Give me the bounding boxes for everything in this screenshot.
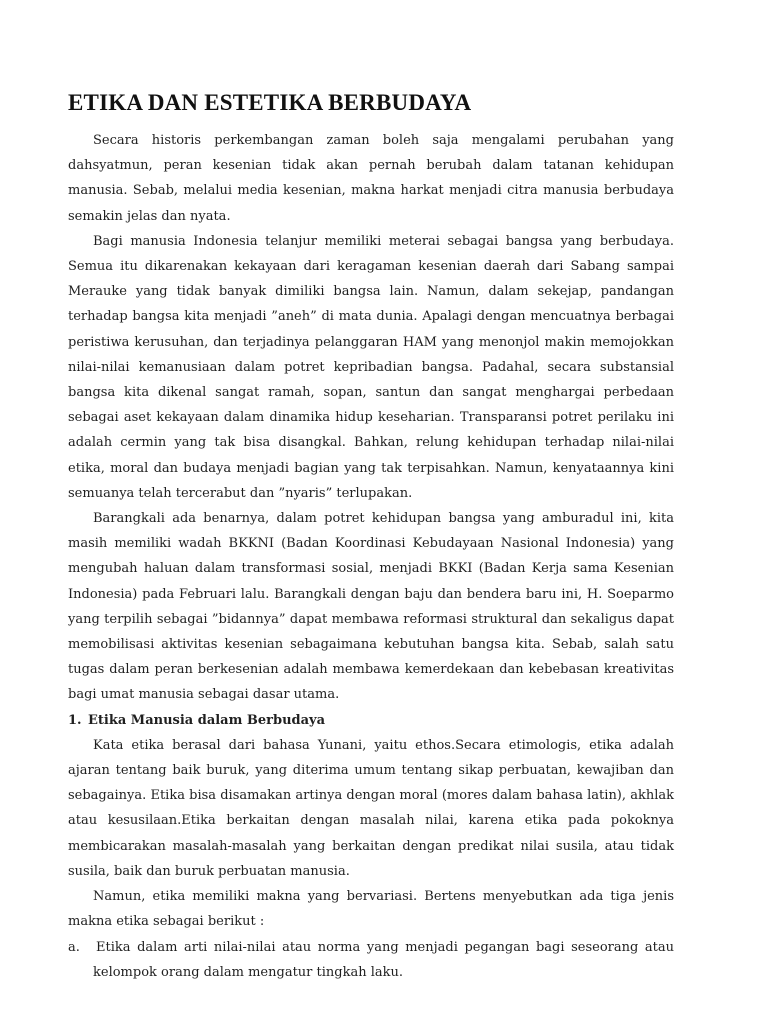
section-paragraph: Namun, etika memiliki makna yang bervariasi. Bertens menyebutkan ada tiga jenis makna etika sebagai berikut :: [68, 889, 674, 930]
list-marker: a.: [68, 939, 80, 955]
section-paragraph: Kata etika berasal dari bahasa Yunani, yaitu ethos.Secara etimologis, etika adalah ajaran tentang baik buruk, yang diterima umum tentang sikap perbuatan, kewajiban dan sebagainya. Etika bisa disamakan artinya dengan moral (mores dalam bahasa latin), akhlak atau kesusilaan.Etika berkaitan dengan masalah nilai, karena etika pada pokoknya membicarakan masalah-masalah yang berkaitan dengan predikat nilai susila, atau tidak susila, baik dan buruk perbuatan manusia.: [68, 737, 674, 879]
body-paragraph: Bagi manusia Indonesia telanjur memiliki meterai sebagai bangsa yang berbudaya. Semua itu dikarenakan kekayaan dari keragaman kesenian daerah dari Sabang sampai Merauke yang tidak banyak dimiliki bangsa lain. Namun, dalam sekejap, pandangan terhadap bangsa kita menjadi ”aneh” di mata dunia. Apalagi dengan mencuatnya berbagai peristiwa kerusuhan, dan terjadinya pelanggaran HAM yang menonjol makin memojokkan nilai-nilai kemanusiaan dalam potret kepribadian bangsa. Padahal, secara substansial bangsa kita dikenal sangat ramah, sopan, santun dan sangat menghargai perbedaan sebagai aset kekayaan dalam dinamika hidup keseharian. Transparansi potret perilaku ini adalah cermin yang tak bisa disangkal. Bahkan, relung kehidupan terhadap nilai-nilai etika, moral dan budaya menjadi bagian yang tak terpisahkan. Namun, kenyataannya kini semuanya telah tercerabut dan ”nyaris” terlupakan.: [68, 233, 674, 501]
list-item: [68, 935, 674, 985]
section-heading: [68, 708, 674, 733]
section-number: 1.: [68, 712, 82, 728]
body-paragraph: Secara historis perkembangan zaman boleh saja mengalami perubahan yang dahsyatmun, peran kesenian tidak akan pernah berubah dalam tatanan kehidupan manusia. Sebab, melalui media kesenian, makna harkat menjadi citra manusia berbudaya semakin jelas dan nyata.: [68, 133, 674, 224]
document-title: ETIKA DAN ESTETIKA BERBUDAYA: [68, 90, 472, 115]
section-title: Etika Manusia dalam Berbudaya: [88, 712, 326, 728]
body-paragraph: Barangkali ada benarnya, dalam potret kehidupan bangsa yang amburadul ini, kita masih memiliki wadah BKKNI (Badan Koordinasi Kebudayaan Nasional Indonesia) yang mengubah haluan dalam transformasi sosial, menjadi BKKI (Badan Kerja sama Kesenian Indonesia) pada Februari lalu. Barangkali dengan baju dan bendera baru ini, H. Soeparmo yang terpilih sebagai ”bidannya” dapat membawa reformasi struktural dan sekaligus dapat memobilisasi aktivitas kesenian sebagaimana kebutuhan bangsa kita. Sebab, salah satu tugas dalam peran berkesenian adalah membawa kemerdekaan dan kebebasan kreativitas bagi umat manusia sebagai dasar utama.: [68, 511, 674, 703]
list-item-text: Etika dalam arti nilai-nilai atau norma yang menjadi pegangan bagi seseorang atau kelompok orang dalam mengatur tingkah laku.: [93, 939, 674, 980]
